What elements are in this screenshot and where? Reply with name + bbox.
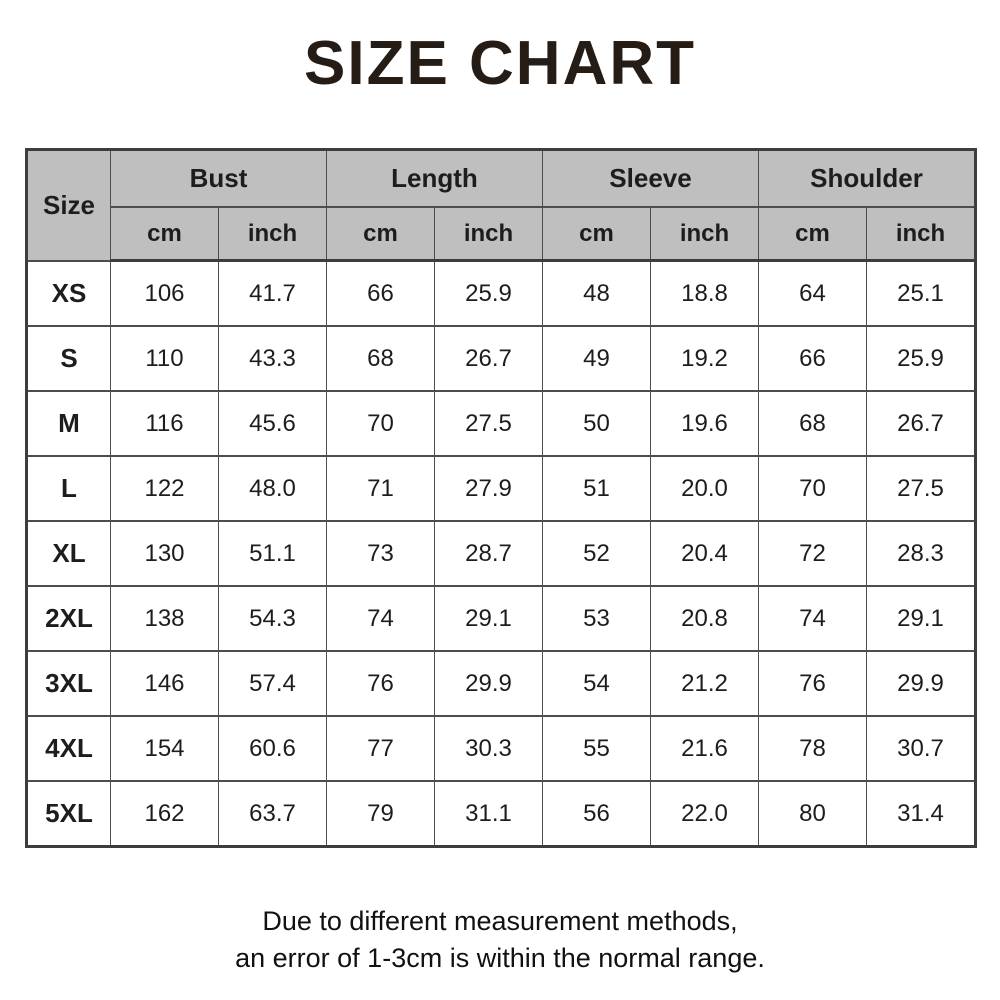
table-row <box>27 456 976 521</box>
table-row <box>27 326 976 391</box>
measurement-cell: 55 <box>543 716 651 781</box>
measurement-cell: 26.7 <box>867 391 976 456</box>
table-row <box>27 261 976 327</box>
measurement-cell: 106 <box>111 261 219 327</box>
size-label: 5XL <box>27 781 111 847</box>
header-group-row <box>27 150 976 208</box>
size-label: 4XL <box>27 716 111 781</box>
measurement-cell: 154 <box>111 716 219 781</box>
measurement-cell: 116 <box>111 391 219 456</box>
unit-header-bust-cm: cm <box>111 207 219 261</box>
unit-header-shoulder-cm: cm <box>759 207 867 261</box>
measurement-cell: 19.6 <box>651 391 759 456</box>
measurement-cell: 122 <box>111 456 219 521</box>
unit-header-length-cm: cm <box>327 207 435 261</box>
measurement-cell: 20.4 <box>651 521 759 586</box>
measurement-cell: 29.1 <box>867 586 976 651</box>
measurement-cell: 29.1 <box>435 586 543 651</box>
measurement-note-line2: an error of 1-3cm is within the normal range. <box>235 943 765 973</box>
unit-header-sleeve-cm: cm <box>543 207 651 261</box>
measurement-cell: 78 <box>759 716 867 781</box>
measurement-cell: 79 <box>327 781 435 847</box>
measurement-cell: 70 <box>759 456 867 521</box>
measurement-cell: 29.9 <box>435 651 543 716</box>
measurement-cell: 63.7 <box>219 781 327 847</box>
size-label: 3XL <box>27 651 111 716</box>
measurement-cell: 27.5 <box>435 391 543 456</box>
measurement-cell: 60.6 <box>219 716 327 781</box>
size-label: XL <box>27 521 111 586</box>
measurement-cell: 26.7 <box>435 326 543 391</box>
size-label: 2XL <box>27 586 111 651</box>
measurement-cell: 77 <box>327 716 435 781</box>
measurement-cell: 27.5 <box>867 456 976 521</box>
measurement-cell: 19.2 <box>651 326 759 391</box>
unit-header-length-inch: inch <box>435 207 543 261</box>
table-row <box>27 651 976 716</box>
measurement-cell: 66 <box>327 261 435 327</box>
measurement-cell: 30.3 <box>435 716 543 781</box>
measurement-cell: 28.3 <box>867 521 976 586</box>
table-row <box>27 521 976 586</box>
measurement-cell: 30.7 <box>867 716 976 781</box>
table-row <box>27 716 976 781</box>
measurement-note-line1: Due to different measurement methods, <box>262 906 738 936</box>
measurement-cell: 49 <box>543 326 651 391</box>
measurement-cell: 28.7 <box>435 521 543 586</box>
unit-header-bust-inch: inch <box>219 207 327 261</box>
column-header-sleeve: Sleeve <box>543 150 759 208</box>
measurement-cell: 76 <box>327 651 435 716</box>
measurement-cell: 31.4 <box>867 781 976 847</box>
table-row <box>27 586 976 651</box>
size-label: S <box>27 326 111 391</box>
measurement-cell: 52 <box>543 521 651 586</box>
measurement-cell: 57.4 <box>219 651 327 716</box>
table-body <box>27 261 976 847</box>
measurement-cell: 25.9 <box>867 326 976 391</box>
measurement-cell: 21.2 <box>651 651 759 716</box>
measurement-cell: 20.8 <box>651 586 759 651</box>
measurement-cell: 76 <box>759 651 867 716</box>
table-header <box>27 150 976 261</box>
measurement-cell: 48 <box>543 261 651 327</box>
measurement-cell: 80 <box>759 781 867 847</box>
measurement-cell: 54 <box>543 651 651 716</box>
measurement-cell: 43.3 <box>219 326 327 391</box>
measurement-cell: 27.9 <box>435 456 543 521</box>
measurement-cell: 29.9 <box>867 651 976 716</box>
measurement-cell: 45.6 <box>219 391 327 456</box>
measurement-cell: 130 <box>111 521 219 586</box>
column-header-size: Size <box>27 150 111 261</box>
measurement-cell: 21.6 <box>651 716 759 781</box>
measurement-cell: 66 <box>759 326 867 391</box>
header-unit-row <box>27 207 976 261</box>
page-title: SIZE CHART <box>304 29 696 98</box>
measurement-cell: 74 <box>327 586 435 651</box>
measurement-cell: 70 <box>327 391 435 456</box>
size-label: M <box>27 391 111 456</box>
measurement-cell: 31.1 <box>435 781 543 847</box>
measurement-cell: 53 <box>543 586 651 651</box>
measurement-cell: 73 <box>327 521 435 586</box>
measurement-cell: 72 <box>759 521 867 586</box>
measurement-cell: 56 <box>543 781 651 847</box>
table-row <box>27 781 976 847</box>
measurement-cell: 54.3 <box>219 586 327 651</box>
size-label: L <box>27 456 111 521</box>
size-label: XS <box>27 261 111 327</box>
measurement-cell: 50 <box>543 391 651 456</box>
measurement-cell: 51 <box>543 456 651 521</box>
unit-header-sleeve-inch: inch <box>651 207 759 261</box>
measurement-cell: 51.1 <box>219 521 327 586</box>
measurement-cell: 22.0 <box>651 781 759 847</box>
measurement-cell: 64 <box>759 261 867 327</box>
measurement-cell: 41.7 <box>219 261 327 327</box>
column-header-length: Length <box>327 150 543 208</box>
measurement-cell: 25.1 <box>867 261 976 327</box>
measurement-cell: 71 <box>327 456 435 521</box>
measurement-cell: 18.8 <box>651 261 759 327</box>
measurement-cell: 138 <box>111 586 219 651</box>
unit-header-shoulder-inch: inch <box>867 207 976 261</box>
measurement-cell: 68 <box>759 391 867 456</box>
measurement-cell: 20.0 <box>651 456 759 521</box>
measurement-cell: 25.9 <box>435 261 543 327</box>
size-chart-table <box>25 148 977 848</box>
measurement-cell: 146 <box>111 651 219 716</box>
measurement-note <box>0 903 1000 977</box>
measurement-cell: 68 <box>327 326 435 391</box>
measurement-cell: 74 <box>759 586 867 651</box>
measurement-cell: 48.0 <box>219 456 327 521</box>
column-header-bust: Bust <box>111 150 327 208</box>
column-header-shoulder: Shoulder <box>759 150 976 208</box>
table-row <box>27 391 976 456</box>
measurement-cell: 162 <box>111 781 219 847</box>
measurement-cell: 110 <box>111 326 219 391</box>
